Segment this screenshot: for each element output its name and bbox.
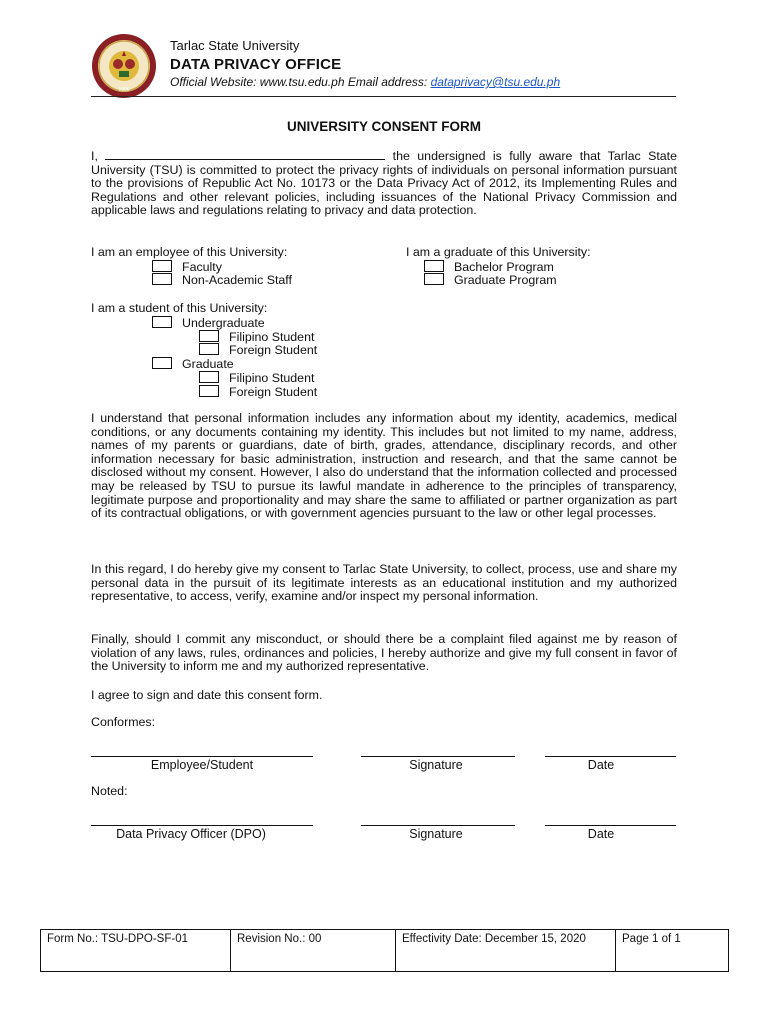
option-undergrad-foreign[interactable]: [199, 343, 317, 358]
dpo-label: Data Privacy Officer (DPO): [116, 827, 266, 841]
undergraduate-checkbox[interactable]: [152, 316, 172, 328]
intro-start: I,: [91, 149, 106, 163]
undergrad-foreign-checkbox[interactable]: [199, 343, 219, 355]
form-footer-table: [40, 929, 729, 972]
noted-signature-line[interactable]: [361, 825, 515, 826]
noted-signature-label: Signature: [409, 827, 463, 841]
footer-page: Page 1 of 1: [622, 933, 681, 945]
email-link[interactable]: dataprivacy@tsu.edu.ph: [430, 75, 561, 89]
contact-line: [170, 75, 560, 89]
graduate-student-checkbox[interactable]: [152, 357, 172, 369]
paragraph-consent: In this regard, I do hereby give my consent to Tarlac State University, to collect, process, use and share my personal data in the pursuit of its legitimate interests as an educational institution and my authorized representative, to access, verify, examine and/or inspect my personal information.: [91, 562, 677, 604]
employee-student-label: Employee/Student: [150, 758, 254, 772]
student-heading: I am a student of this University:: [91, 301, 268, 315]
undergraduate-label: Undergraduate: [182, 316, 265, 330]
non-academic-checkbox[interactable]: [152, 273, 172, 285]
faculty-checkbox[interactable]: [152, 260, 172, 272]
graduate-program-label: Graduate Program: [454, 273, 557, 287]
grad-foreign-checkbox[interactable]: [199, 385, 219, 397]
bachelor-label: Bachelor Program: [454, 260, 554, 274]
option-graduate-program[interactable]: [424, 273, 557, 288]
option-undergraduate[interactable]: [152, 316, 265, 331]
option-non-academic[interactable]: [152, 273, 292, 288]
option-grad-filipino[interactable]: [199, 371, 314, 386]
form-title: UNIVERSITY CONSENT FORM: [286, 119, 482, 134]
conformes-date-line[interactable]: [545, 756, 676, 757]
footer-effectivity: Effectivity Date: December 15, 2020: [396, 930, 616, 971]
university-name: Tarlac State University: [170, 38, 300, 53]
conformes-signature-label: Signature: [409, 758, 463, 772]
graduate-student-label: Graduate: [182, 357, 234, 371]
grad-filipino-label: Filipino Student: [229, 371, 315, 385]
header-divider: [91, 96, 676, 97]
noted-label: Noted:: [91, 784, 128, 798]
footer-revision: Revision No.: 00: [231, 930, 396, 971]
paragraph-understanding: I understand that personal information includes any information about my identity, academics, medical conditions, or any documents containing my identity. This includes but not limited to my name, address, names of my parents or guardians, date of birth, grades, attendance, disciplinary records, and other information necessary for basic administration, instruction and research, and that the same cannot be disclosed without my consent. However, I also do understand that the information collected and processed may be released by TSU to pursue its lawful mandate in adherence to the principles of transparency, legitimate purpose and proportionality and may share the same to affiliated or partner organization as part of its contractual obligations, or with government agencies pursuant to the law or other legal processes.: [91, 411, 677, 521]
footer-form-no: Form No.: TSU-DPO-SF-01: [41, 930, 231, 971]
dpo-line[interactable]: [91, 825, 313, 826]
undergrad-filipino-checkbox[interactable]: [199, 330, 219, 342]
bachelor-checkbox[interactable]: [424, 260, 444, 272]
undergrad-filipino-label: Filipino Student: [229, 330, 315, 344]
conformes-label: Conformes:: [91, 715, 156, 729]
employee-heading: I am an employee of this University:: [91, 245, 288, 259]
contact-prefix: Official Website: www.tsu.edu.ph Email address:: [170, 75, 431, 89]
faculty-label: Faculty: [182, 260, 222, 274]
paragraph-agree: I agree to sign and date this consent form.: [91, 688, 323, 702]
intro-body: University (TSU) is committed to protect the privacy rights of individuals on personal information pursuant to the provisions of Republic Act No. 10173 or the Data Privacy Act of 2012, its Implementing Rules and Regulations and other relevant policies, including issuances of the National Privacy Commission and applicable laws and regulations relating to privacy and data protection.: [91, 162, 677, 218]
option-grad-foreign[interactable]: [199, 385, 317, 400]
graduate-heading: I am a graduate of this University:: [406, 245, 591, 259]
svg-text:1906: 1906: [118, 87, 130, 93]
graduate-program-checkbox[interactable]: [424, 273, 444, 285]
grad-foreign-label: Foreign Student: [229, 385, 318, 399]
paragraph-misconduct: Finally, should I commit any misconduct, or should there be a complaint filed against me by reason of violation of any laws, rules, ordinances and policies, I hereby authorize and give my full consent in favor of the University to inform me and my authorized representative.: [91, 632, 677, 674]
non-academic-label: Non-Academic Staff: [182, 273, 292, 287]
office-name: DATA PRIVACY OFFICE: [170, 56, 342, 73]
undergrad-foreign-label: Foreign Student: [229, 343, 318, 357]
conformes-signature-line[interactable]: [361, 756, 515, 757]
intro-paragraph: [91, 148, 677, 218]
option-graduate-student[interactable]: [152, 357, 234, 372]
noted-date-label: Date: [587, 827, 615, 841]
noted-date-line[interactable]: [545, 825, 676, 826]
conformes-date-label: Date: [587, 758, 615, 772]
intro-first-line: the undersigned is fully aware that Tarlac State: [385, 149, 678, 163]
university-seal-logo: [91, 33, 157, 99]
employee-student-line[interactable]: [91, 756, 313, 757]
name-blank-line[interactable]: [105, 148, 385, 160]
grad-filipino-checkbox[interactable]: [199, 371, 219, 383]
